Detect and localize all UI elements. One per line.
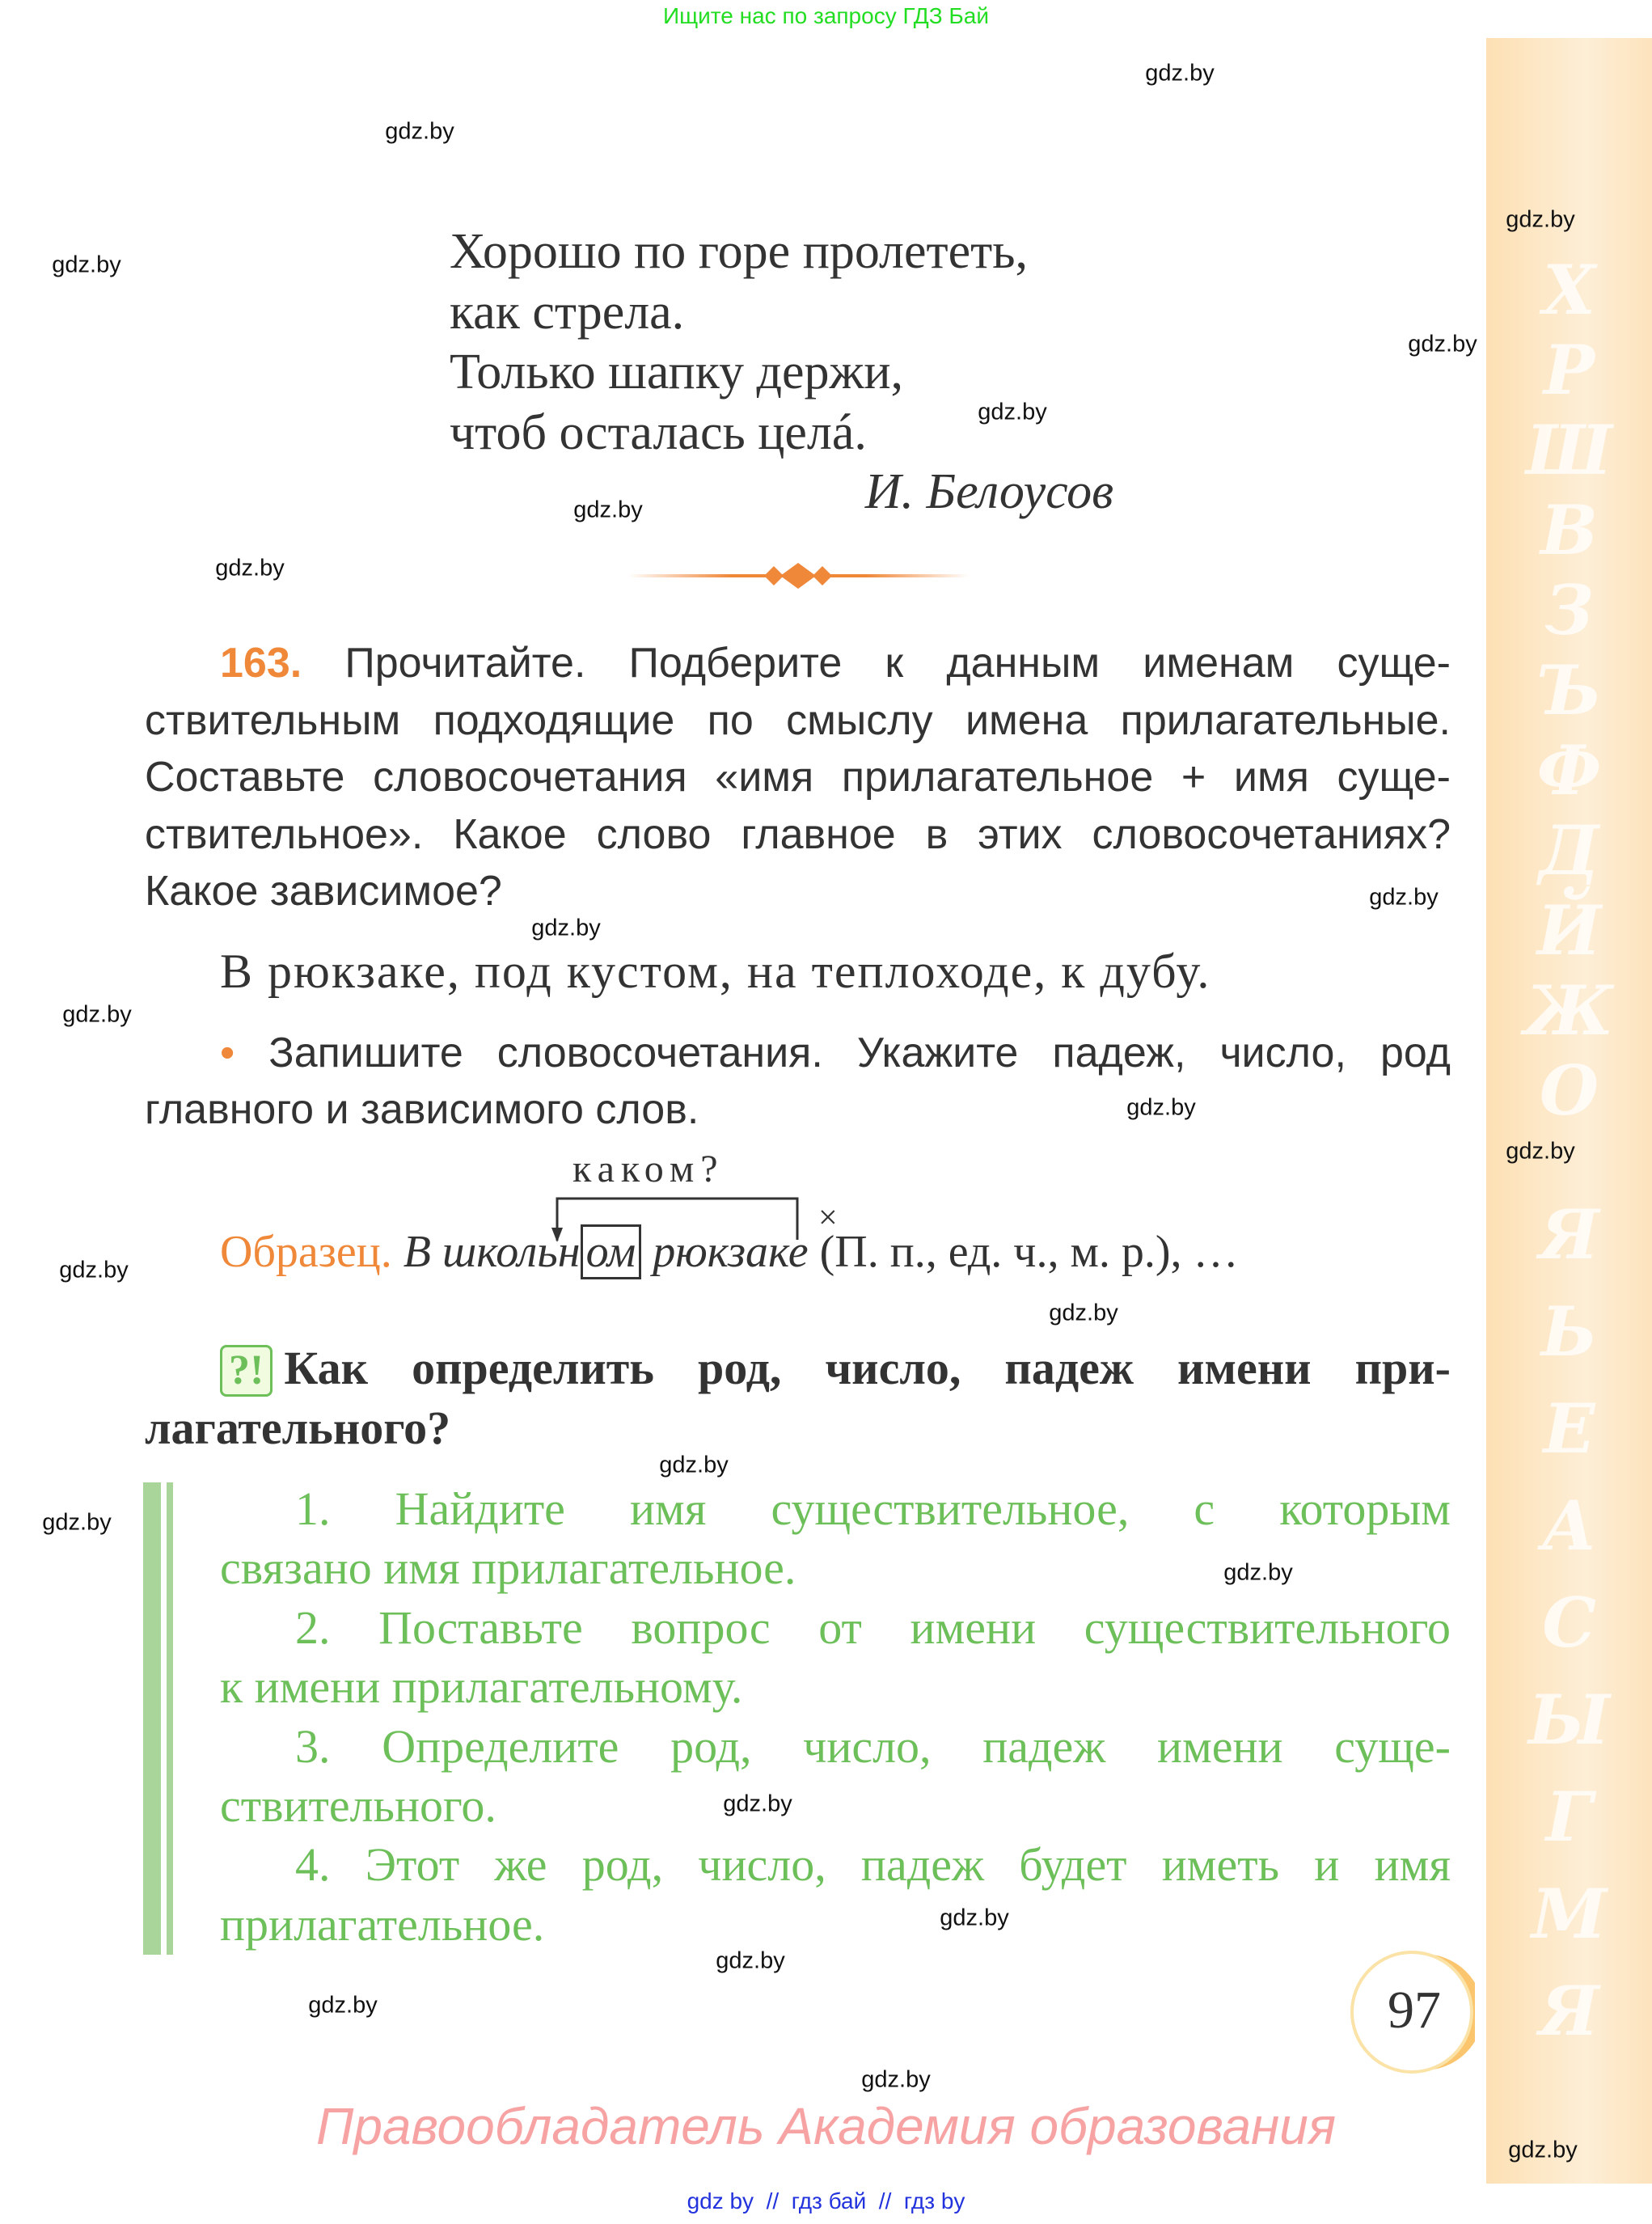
watermark: gdz.by (1126, 1094, 1196, 1121)
instruction-line: ствительное». Какое слово главное в этих словосочетаниях? (145, 810, 1451, 858)
alphabet-side-band (1486, 38, 1652, 2184)
watermark: gdz.by (385, 118, 454, 145)
rule-step-line: 4. Этот же род, число, падеж будет иметь и имя (295, 1838, 1451, 1892)
poem-line: чтоб осталась целá. (450, 404, 867, 460)
watermark: gdz.by (1506, 1138, 1575, 1165)
band-letters (1486, 1186, 1652, 2060)
rule-step-line: 3. Определите род, число, падеж имени суще- (295, 1719, 1451, 1773)
task-text: Запишите словосочетания. Укажите падеж, число, род (268, 1030, 1451, 1076)
rule-title-line (145, 1338, 1451, 1398)
band-letter: С (1542, 1583, 1596, 1663)
watermark: gdz.by (42, 1509, 112, 1536)
poem-line: Только шапку держи, (450, 345, 904, 400)
sample-question: каком? (572, 1148, 725, 1190)
watermark: gdz.by (723, 1791, 792, 1817)
copyright-notice: Правообладатель Академия образования (315, 2097, 1337, 2155)
question-badge-icon: ?! (220, 1345, 273, 1397)
band-letter: Ж (1524, 970, 1614, 1051)
watermark: gdz.by (52, 252, 121, 278)
rule-step-line: 2. Поставьте вопрос от имени существительного (295, 1600, 1451, 1654)
band-letter: О (1539, 1051, 1599, 1131)
rule-steps (220, 1479, 1451, 1954)
page-number: 97 (1388, 1981, 1441, 2040)
band-letter: Ф (1536, 730, 1602, 810)
instruction-line (145, 635, 1451, 692)
rule-bar (143, 1482, 161, 1955)
band-letter: Ы (1528, 1680, 1610, 1760)
instruction-text: Прочитайте. Подберите к данным именам суще- (344, 640, 1451, 687)
band-letter: Ь (1540, 1292, 1598, 1372)
poem (450, 222, 1028, 463)
band-letter: Ш (1526, 410, 1612, 490)
instruction-line: Какое зависимое? (145, 868, 502, 915)
watermark: gdz.by (978, 399, 1047, 425)
band-letter: З (1544, 570, 1594, 650)
band-letter: Х (1542, 250, 1596, 330)
watermark: gdz.by (1408, 331, 1477, 357)
watermark: gdz.by (531, 915, 601, 941)
band-letter: В (1540, 490, 1598, 570)
poem-line: как стрела. (450, 284, 685, 340)
watermark: gdz.by (716, 1947, 785, 1974)
top-banner[interactable]: Ищите нас по запросу ГДЗ Бай (662, 3, 990, 28)
task-line (145, 1025, 1451, 1081)
band-letter: Я (1539, 1971, 1599, 2051)
band-letters (1486, 250, 1652, 1131)
watermark: gdz.by (659, 1452, 729, 1478)
rule-step-line: к имени прилагательному. (220, 1660, 743, 1714)
band-letter: А (1541, 1486, 1597, 1566)
watermark: gdz.by (1508, 2137, 1578, 2163)
watermark: gdz.by (861, 2066, 931, 2093)
rule-title-line: лагательного? (145, 1402, 451, 1454)
watermark: gdz.by (215, 555, 285, 581)
watermark: gdz.by (573, 497, 643, 523)
watermark: gdz.by (1145, 60, 1215, 87)
sample-adjective-stem: В школьн (403, 1227, 581, 1277)
watermark: gdz.by (1049, 1300, 1118, 1326)
footer-links[interactable]: gdz by // гдз бай // гдз by (687, 2188, 965, 2213)
rule-step-line: ствительного. (220, 1779, 496, 1833)
sample-label: Образец. (220, 1227, 392, 1277)
watermark: gdz.by (308, 1992, 378, 2019)
rule-title-text: Как определить род, число, падеж имени при- (284, 1342, 1451, 1394)
band-letter: Г (1545, 1777, 1593, 1857)
band-letter: Й (1536, 890, 1602, 970)
rule-step-line: 1. Найдите имя существительное, с которым (295, 1482, 1451, 1535)
task-line: главного и зависимого слов. (145, 1086, 699, 1133)
poem-line: Хорошо по горе пролететь, (450, 224, 1028, 279)
poem-author: И. Белоусов (864, 464, 1113, 519)
watermark: gdz.by (1223, 1559, 1293, 1586)
rule-question (145, 1338, 1451, 1458)
watermark: gdz.by (62, 1001, 132, 1028)
sample-ending-box: ом (581, 1224, 642, 1279)
bullet-icon: • (220, 1030, 235, 1076)
band-letter: Е (1543, 1389, 1595, 1469)
exercise-words: В рюкзаке, под кустом, на теплоходе, к дубу. (220, 945, 1211, 998)
band-letter: Ъ (1536, 650, 1602, 730)
band-letter: Д (1539, 810, 1599, 890)
sample-line (220, 1226, 1239, 1278)
instruction-line: Составьте словосочетания «имя прилагательное + имя суще- (145, 754, 1451, 801)
instruction-line: ствительным подходящие по смыслу имена прилагательные. (145, 696, 1451, 744)
watermark: gdz.by (1506, 206, 1575, 233)
watermark: gdz.by (940, 1905, 1009, 1931)
watermark: gdz.by (1369, 884, 1439, 911)
exercise-163-instructions (145, 635, 1451, 920)
exercise-number: 163. (220, 640, 302, 687)
rule-step-line: связано имя прилагательное. (220, 1541, 796, 1595)
rule-bar (167, 1482, 173, 1955)
rule-step-line: прилагательное. (220, 1897, 545, 1951)
bullet-task (145, 1025, 1451, 1138)
sample-grammar: (П. п., ед. ч., м. р.), … (819, 1227, 1239, 1277)
band-letter: Я (1539, 1194, 1599, 1275)
band-letter: Р (1543, 330, 1595, 410)
watermark: gdz.by (59, 1257, 129, 1283)
band-letter: М (1532, 1874, 1607, 1954)
main-word-cross-icon: × (818, 1199, 838, 1237)
sample-noun: рюкзаке (653, 1227, 809, 1277)
ornament-divider-icon (628, 563, 969, 589)
